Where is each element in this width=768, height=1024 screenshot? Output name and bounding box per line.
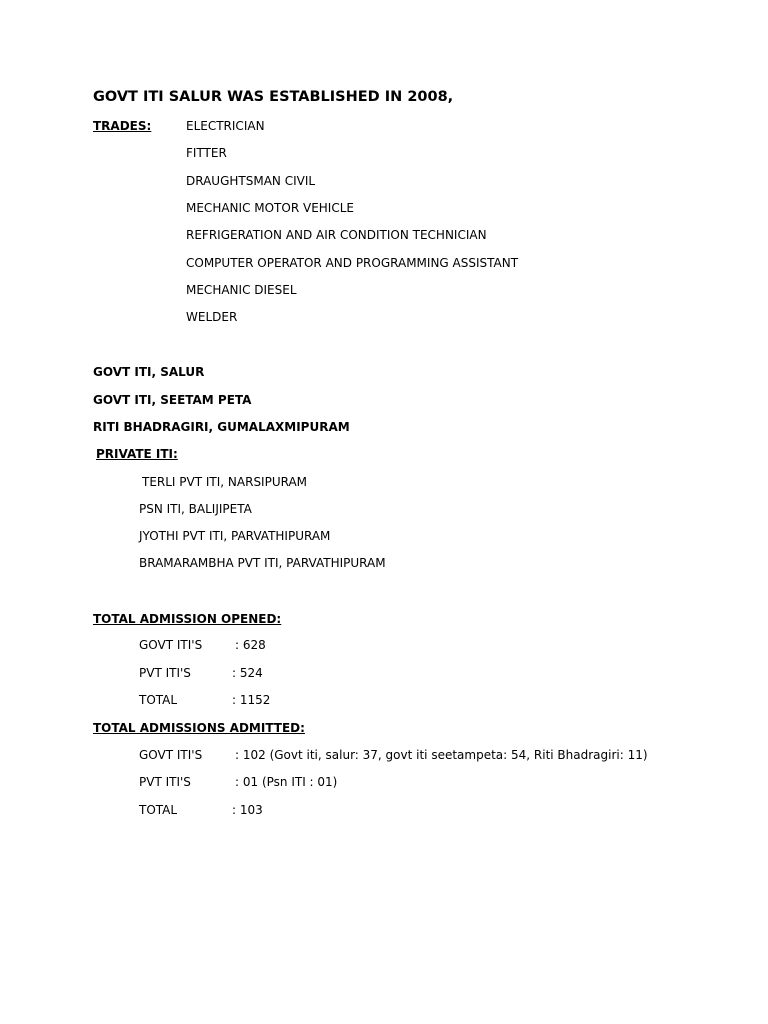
private-iti-item: TERLI PVT ITI, NARSIPURAM (142, 475, 308, 489)
trade-item: WELDER (186, 310, 238, 324)
admitted-row-name: PVT ITI'S (139, 775, 191, 789)
private-iti-label: PRIVATE ITI: (96, 447, 178, 461)
admitted-row-value: : 103 (232, 803, 263, 817)
trade-item: MECHANIC DIESEL (186, 283, 297, 297)
admitted-row-value: : 01 (Psn ITI : 01) (235, 775, 338, 789)
page-title: GOVT ITI SALUR WAS ESTABLISHED IN 2008, (93, 89, 454, 105)
trade-item: DRAUGHTSMAN CIVIL (186, 174, 316, 188)
private-iti-item: PSN ITI, BALIJIPETA (139, 502, 252, 516)
private-iti-item: BRAMARAMBHA PVT ITI, PARVATHIPURAM (139, 556, 386, 570)
opened-row-name: TOTAL (139, 693, 178, 707)
govt-iti-item: GOVT ITI, SEETAM PETA (93, 393, 252, 407)
trade-item: REFRIGERATION AND AIR CONDITION TECHNICIAN (186, 228, 487, 242)
trade-item: FITTER (186, 146, 227, 160)
trade-item: COMPUTER OPERATOR AND PROGRAMMING ASSISTANT (186, 256, 519, 270)
opened-row-value: : 524 (232, 666, 263, 680)
trade-item: ELECTRICIAN (186, 119, 265, 133)
admissions-opened-label: TOTAL ADMISSION OPENED: (93, 612, 282, 626)
admitted-row-value: : 102 (Govt iti, salur: 37, govt iti seetampeta: 54, Riti Bhadragiri: 11) (235, 748, 648, 762)
private-iti-item: JYOTHI PVT ITI, PARVATHIPURAM (139, 529, 331, 543)
govt-iti-item: GOVT ITI, SALUR (93, 365, 205, 379)
opened-row-value: : 628 (235, 638, 266, 652)
admitted-row-name: GOVT ITI'S (139, 748, 203, 762)
admissions-admitted-label: TOTAL ADMISSIONS ADMITTED: (93, 721, 305, 735)
opened-row-name: PVT ITI'S (139, 666, 191, 680)
opened-row-value: : 1152 (232, 693, 271, 707)
opened-row-name: GOVT ITI'S (139, 638, 203, 652)
trades-label: TRADES: (93, 119, 152, 133)
govt-iti-item: RITI BHADRAGIRI, GUMALAXMIPURAM (93, 420, 350, 434)
admitted-row-name: TOTAL (139, 803, 178, 817)
trade-item: MECHANIC MOTOR VEHICLE (186, 201, 354, 215)
